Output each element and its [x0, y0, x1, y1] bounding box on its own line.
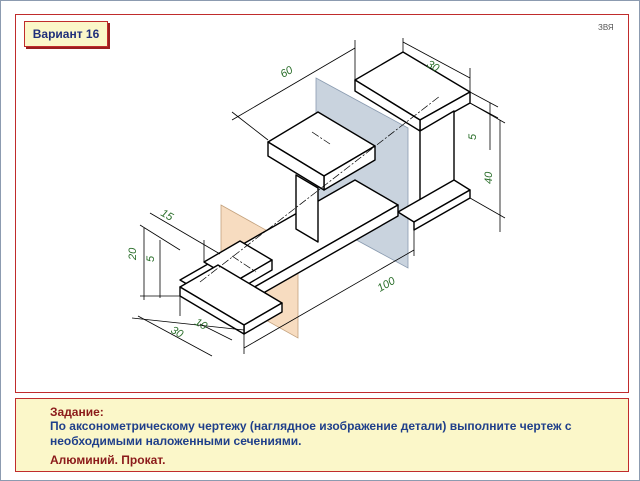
task-material: Алюминий. Прокат. [50, 453, 166, 467]
task-text: По аксонометрическому чертежу (наглядное изображение детали) выполните чертеж с необходимыми наложенными сечениями. [50, 419, 572, 448]
task-heading: Задание: [50, 405, 104, 419]
dim-5-right: 5 [467, 133, 479, 140]
dim-15: 15 [158, 207, 176, 224]
dim-40: 40 [483, 171, 495, 184]
author-tag: ЗВЯ [598, 23, 614, 32]
dim-10: 10 [192, 316, 210, 333]
dim-20: 20 [127, 247, 139, 260]
dim-30-top: 30 [424, 58, 442, 75]
dim-60: 60 [278, 64, 296, 81]
task-panel [15, 398, 629, 472]
variant-label: Вариант 16 [24, 21, 108, 47]
dim-30-bottom: 30 [168, 324, 186, 341]
dim-5-left: 5 [145, 255, 157, 262]
dim-100: 100 [375, 275, 398, 295]
